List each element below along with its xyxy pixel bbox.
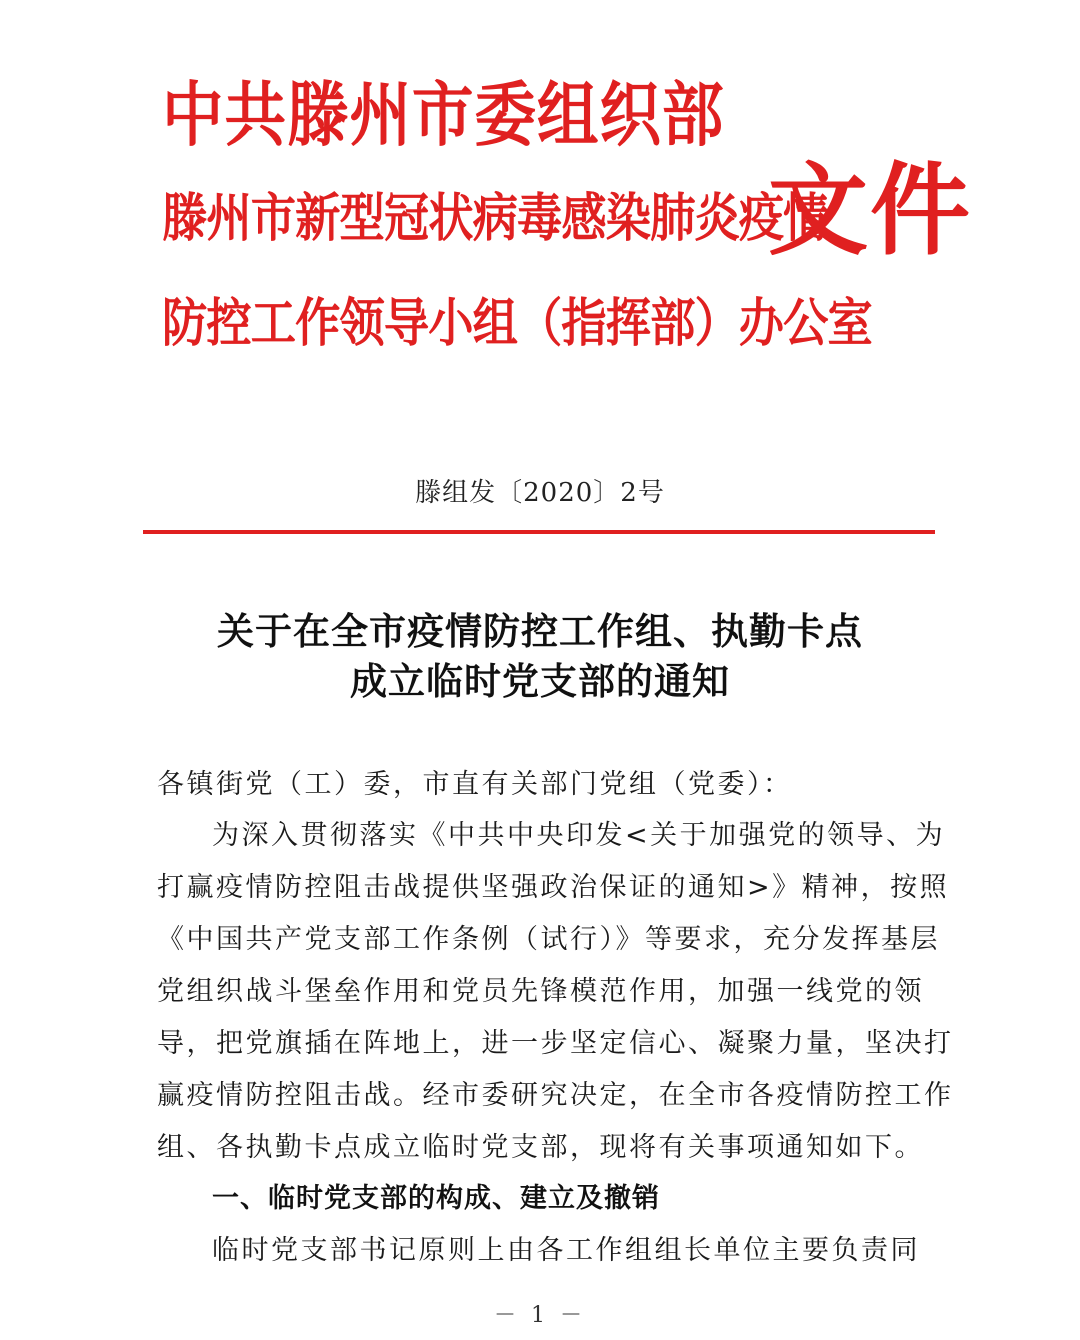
paragraph-1-line: 党组织战斗堡垒作用和党员先锋模范作用，加强一线党的领 — [157, 976, 924, 1007]
issuer-name-1: 中共滕州市委组织部 — [162, 73, 725, 156]
paragraph-1-line: 打赢疫情防控阻击战提供坚强政治保证的通知>》精神，按照 — [157, 872, 950, 903]
document-type-label: 文件 — [768, 151, 972, 269]
document-number: 滕组发〔2020〕2号 — [415, 478, 665, 508]
section-1-heading: 一、临时党支部的构成、建立及撤销 — [212, 1183, 660, 1214]
paragraph-1-line: 《中国共产党支部工作条例（试行）》等要求，充分发挥基层 — [157, 924, 940, 955]
paragraph-1-line: 为深入贯彻落实《中共中央印发<关于加强党的领导、为 — [212, 820, 946, 851]
paragraph-1-line: 赢疫情防控阻击战。经市委研究决定，在全市各疫情防控工作 — [157, 1080, 954, 1111]
issuer-name-3: 防控工作领导小组（指挥部）办公室 — [162, 293, 872, 354]
notice-title-line-1: 关于在全市疫情防控工作组、执勤卡点 — [217, 609, 863, 653]
paragraph-2-line: 临时党支部书记原则上由各工作组组长单位主要负责同 — [212, 1235, 920, 1266]
page-number: － 1 － — [494, 1303, 586, 1328]
issuer-name-2: 滕州市新型冠状病毒感染肺炎疫情 — [162, 188, 828, 249]
salutation: 各镇街党（工）委，市直有关部门党组（党委）： — [157, 769, 793, 800]
red-divider-line — [143, 530, 935, 534]
notice-title-line-2: 成立临时党支部的通知 — [350, 659, 730, 703]
paragraph-1-line: 组、各执勤卡点成立临时党支部，现将有关事项通知如下。 — [157, 1132, 924, 1163]
paragraph-1-line: 导，把党旗插在阵地上，进一步坚定信心、凝聚力量，坚决打 — [157, 1028, 954, 1059]
